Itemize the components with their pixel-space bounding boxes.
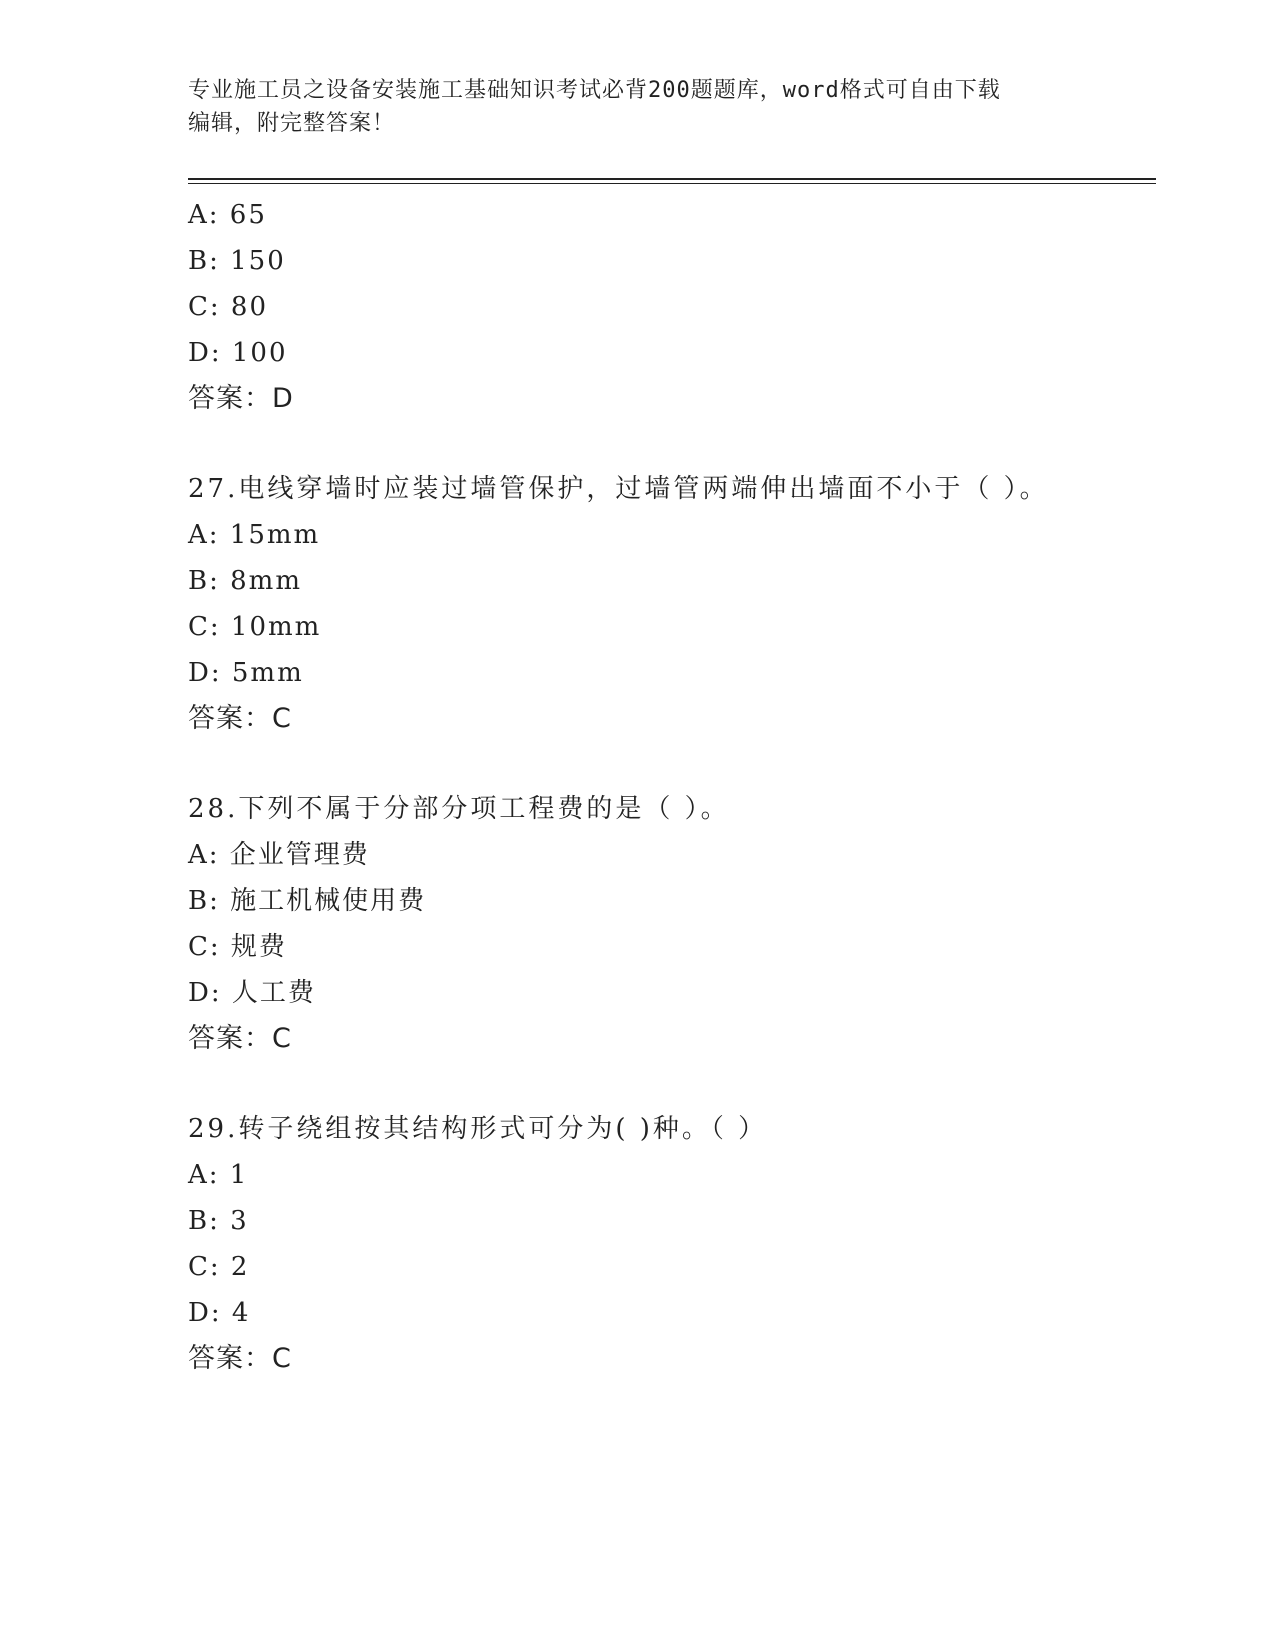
block-spacer: [188, 422, 1156, 466]
question-block-28: [188, 786, 1156, 1062]
option-a: A: 1: [188, 1160, 249, 1190]
option-d: D: 4: [188, 1298, 251, 1328]
option-b: B: 3: [188, 1206, 249, 1236]
option-b: B: 施工机械使用费: [188, 886, 427, 916]
option-d: D: 人工费: [188, 978, 316, 1008]
question-text: 29.转子绕组按其结构形式可分为( )种。（ ）: [188, 1114, 768, 1144]
question-list: [188, 192, 1156, 1382]
block-spacer: [188, 1062, 1156, 1106]
option-b: B: 150: [188, 246, 286, 276]
answer-line: 答案：D: [188, 383, 294, 414]
option-a: A: 企业管理费: [188, 840, 370, 870]
question-text: 27.电线穿墙时应装过墙管保护，过墙管两端伸出墙面不小于（ ）。: [188, 474, 1049, 504]
option-c: C: 规费: [188, 932, 287, 962]
question-block-27: [188, 466, 1156, 742]
option-a: A: 65: [188, 200, 267, 230]
question-block-29: [188, 1106, 1156, 1382]
question-text: 28.下列不属于分部分项工程费的是（ ）。: [188, 794, 730, 824]
option-d: D: 5mm: [188, 658, 304, 688]
answer-line: 答案：C: [188, 1343, 292, 1374]
question-block-26: [188, 192, 1156, 422]
header-title-line-1: 专业施工员之设备安装施工基础知识考试必背200题题库，word格式可自由下载: [188, 78, 1001, 103]
option-b: B: 8mm: [188, 566, 302, 596]
header-title-line-2: 编辑，附完整答案！: [188, 111, 396, 136]
option-c: C: 10mm: [188, 612, 322, 642]
block-spacer: [188, 742, 1156, 786]
answer-line: 答案：C: [188, 703, 292, 734]
document-header: [188, 74, 1088, 140]
option-a: A: 15mm: [188, 520, 321, 550]
answer-line: 答案：C: [188, 1023, 292, 1054]
header-divider-thin: [188, 183, 1156, 184]
option-d: D: 100: [188, 338, 288, 368]
header-divider-thick: [188, 178, 1156, 180]
option-c: C: 2: [188, 1252, 250, 1282]
option-c: C: 80: [188, 292, 269, 322]
